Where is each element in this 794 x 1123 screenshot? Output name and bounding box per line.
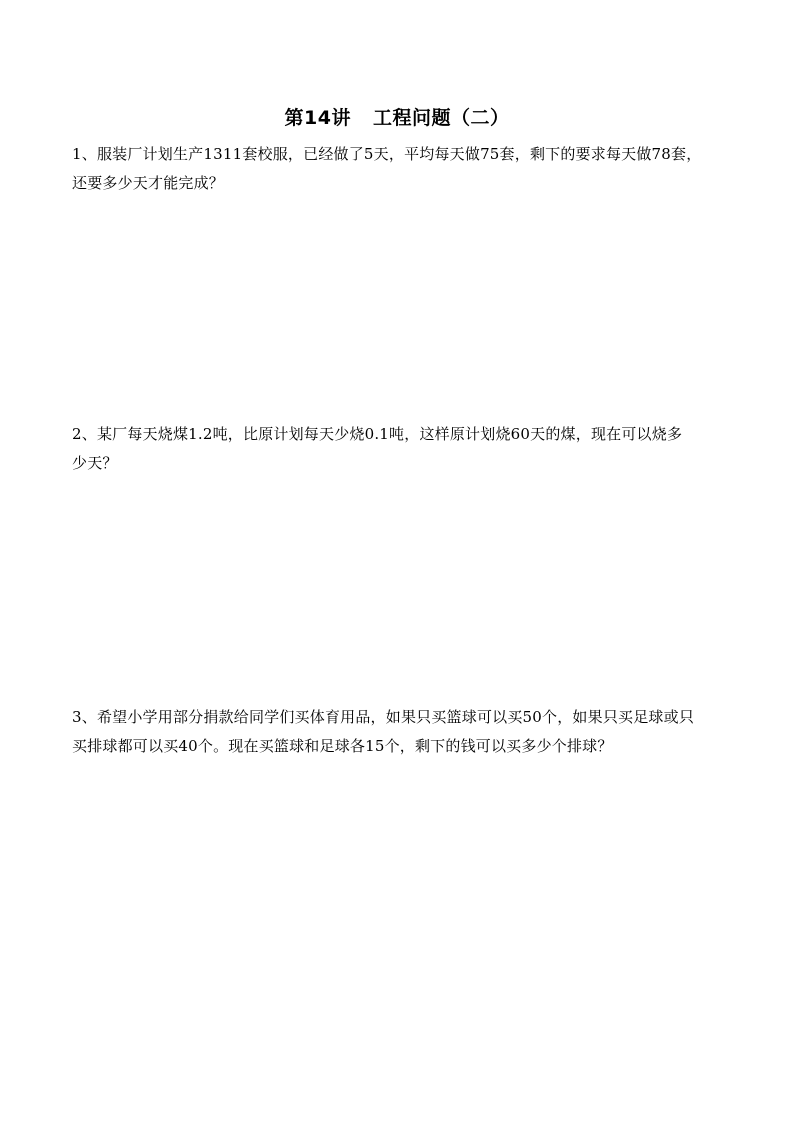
lesson-topic: 工程问题（二） bbox=[372, 107, 510, 129]
question-3-line-1: 3、希望小学用部分捐款给同学们买体育用品，如果只买篮球可以买50个，如果只买足球或只 bbox=[72, 708, 695, 726]
lesson-number: 第14讲 bbox=[284, 107, 351, 129]
question-2-line-1: 2、某厂每天烧煤1.2吨，比原计划每天少烧0.1吨，这样原计划烧60天的煤，现在可以烧多 bbox=[72, 425, 683, 443]
page-title bbox=[0, 104, 794, 132]
question-2 bbox=[72, 420, 732, 478]
question-1-line-1: 1、服装厂计划生产1311套校服，已经做了5天，平均每天做75套，剩下的要求每天做78套， bbox=[72, 145, 702, 163]
question-3 bbox=[72, 703, 732, 761]
question-2-line-2: 少天？ bbox=[72, 454, 118, 472]
question-1-line-2: 还要多少天才能完成？ bbox=[72, 174, 225, 192]
question-3-line-2: 买排球都可以买40个。现在买篮球和足球各15个，剩下的钱可以买多少个排球？ bbox=[72, 737, 613, 755]
question-1 bbox=[72, 140, 732, 198]
